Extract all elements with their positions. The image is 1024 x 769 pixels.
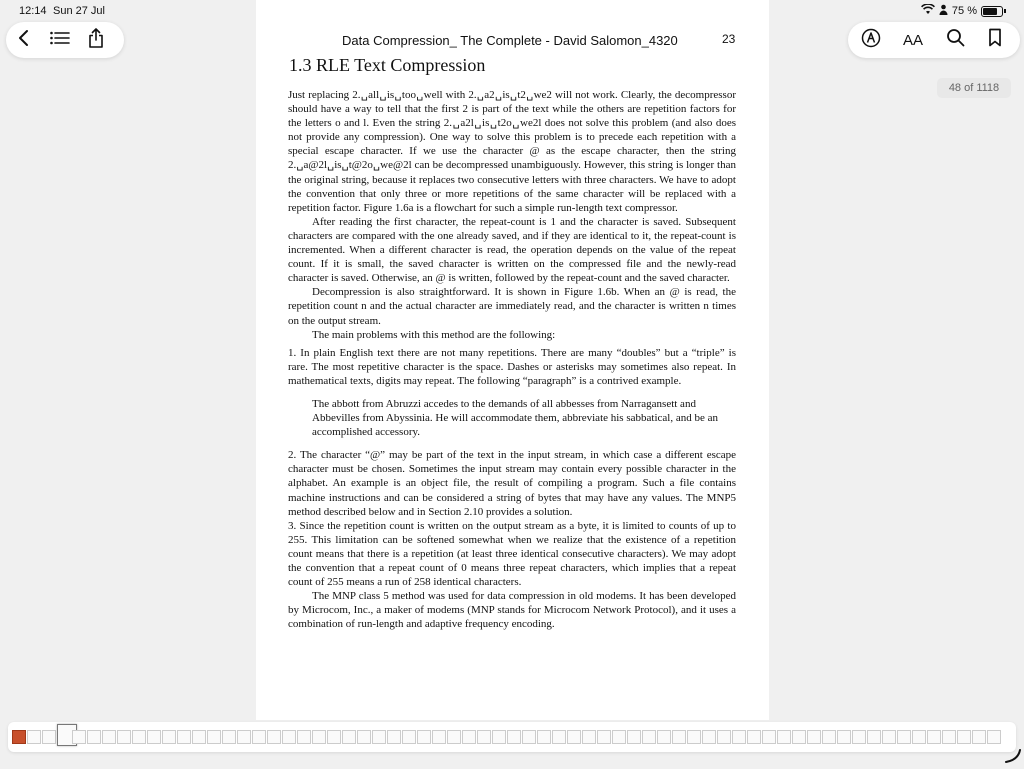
thumbnail[interactable] [147, 730, 161, 744]
search-button[interactable] [937, 22, 973, 58]
thumbnail[interactable] [87, 730, 101, 744]
thumbnail[interactable] [267, 730, 281, 744]
document-title: Data Compression_ The Complete - David Salomon_4320 [342, 33, 678, 48]
thumbnail[interactable] [417, 730, 431, 744]
status-time: 12:14 [19, 5, 47, 17]
thumbnail[interactable] [522, 730, 536, 744]
thumbnail[interactable] [162, 730, 176, 744]
thumbnail[interactable] [822, 730, 836, 744]
thumbnail[interactable] [282, 730, 296, 744]
thumbnail[interactable] [972, 730, 986, 744]
thumbnail[interactable] [72, 730, 86, 744]
page-indicator: 48 of 1118 [937, 78, 1011, 98]
thumbnail[interactable] [957, 730, 971, 744]
toolbar-right [848, 22, 1020, 58]
thumbnail[interactable] [927, 730, 941, 744]
thumbnail[interactable] [882, 730, 896, 744]
thumbnail[interactable] [897, 730, 911, 744]
thumbnail[interactable] [507, 730, 521, 744]
paragraph: After reading the first character, the repeat-count is 1 and the character is saved. Subsequent characters are compared with the one already saved, and if they are identical to it, the repeat-count is incremented. When a different character is read, the operation depends on the value of the repeat count. If it is small, the saved character is written on the compressed file and the newly-read character is saved. Otherwise, an @ is written, followed by the repeat-count and the saved character. [288, 215, 736, 285]
thumbnail[interactable] [747, 730, 761, 744]
thumbnail[interactable] [597, 730, 611, 744]
thumbnail[interactable] [627, 730, 641, 744]
text-size-button[interactable]: AA [902, 31, 923, 49]
thumbnail[interactable] [732, 730, 746, 744]
thumbnail[interactable] [387, 730, 401, 744]
bookmark-button[interactable] [977, 22, 1013, 58]
thumbnail[interactable] [102, 730, 116, 744]
thumbnail[interactable] [807, 730, 821, 744]
thumbnail[interactable] [477, 730, 491, 744]
page-number: 23 [722, 32, 736, 46]
thumbnail[interactable] [27, 730, 41, 744]
battery-icon [981, 6, 1003, 17]
thumbnail[interactable] [327, 730, 341, 744]
thumbnail[interactable] [987, 730, 1001, 744]
thumbnail[interactable] [717, 730, 731, 744]
share-icon [88, 28, 104, 53]
toolbar-left [6, 22, 124, 58]
paragraph: Just replacing 2.␣all␣is␣too␣well with 2.␣a2␣is␣t2␣we2 will not work. Clearly, the decompressor should have a way to tell that the first 2 is part of the text while the others are repetition factors for the letters o and l. Even the string 2.␣a2l␣is␣t2o␣we2l does not solve this problem (and also does not provide any compression). One way to solve this problem is to precede each repetition with a special escape character. If we use the character @ as the escape character, then the string 2.␣a@2l␣is␣t@2o␣we@2l can be decompressed unambiguously. However, this string is longer than the original string, because it replaces two consecutive letters with three characters. We have to adopt the convention that only three or more repetitions of the same character will be replaced with a repetition factor. Figure 1.6a is a flowchart for such a simple run-length text compressor. [288, 89, 736, 214]
thumbnail[interactable] [432, 730, 446, 744]
thumbnail[interactable] [42, 730, 56, 744]
thumbnail[interactable] [132, 730, 146, 744]
thumbnail[interactable] [702, 730, 716, 744]
document-body [288, 88, 736, 631]
thumbnail[interactable] [402, 730, 416, 744]
thumbnail[interactable] [942, 730, 956, 744]
thumbnail[interactable] [642, 730, 656, 744]
thumbnail[interactable] [192, 730, 206, 744]
person-icon [939, 4, 948, 18]
section-title: 1.3 RLE Text Compression [289, 55, 486, 75]
markup-button[interactable] [853, 22, 889, 58]
thumbnail[interactable] [762, 730, 776, 744]
thumbnail[interactable] [612, 730, 626, 744]
status-indicators [921, 4, 1006, 18]
thumbnail[interactable] [777, 730, 791, 744]
paragraph: The main problems with this method are the following: [312, 328, 556, 341]
paragraph: 3. Since the repetition count is written on the output stream as a byte, it is limited to counts of up to 255. This limitation can be softened somewhat when we realize that the existence of a repetition count means that there is a repetition (at least three identical consecutive characters). We may adopt the convention that a repeat count of 0 means three repeat characters, which implies that a repeat count of 255 means a run of 258 identical characters. [288, 519, 736, 589]
thumbnail[interactable] [177, 730, 191, 744]
pen-circle-icon [861, 28, 881, 53]
share-button[interactable] [78, 22, 114, 58]
thumbnail[interactable] [447, 730, 461, 744]
thumbnail[interactable] [207, 730, 221, 744]
thumbnail[interactable] [687, 730, 701, 744]
thumbnail[interactable] [117, 730, 131, 744]
bookmark-icon [988, 28, 1002, 52]
thumbnail[interactable] [567, 730, 581, 744]
paragraph: Decompression is also straightforward. It is shown in Figure 1.6b. When an @ is read, the repetition count n and the actual character are immediately read, and the character is written n times on the output stream. [288, 286, 736, 327]
thumbnail[interactable] [867, 730, 881, 744]
thumbnail[interactable] [462, 730, 476, 744]
contents-button[interactable] [42, 22, 78, 58]
list-icon [50, 31, 70, 50]
paragraph: 1. In plain English text there are not many repetitions. There are many “doubles” but a “triple” is rare. The most repetitive character is the space. Dashes or asterisks may sometimes also repeat. In mathematical texts, digits may repeat. The following “paragraph” is a contrived example. [288, 346, 736, 387]
page-thumbnails[interactable] [12, 730, 1008, 744]
thumbnail[interactable] [357, 730, 371, 744]
chevron-left-icon [18, 29, 30, 52]
thumbnail[interactable] [297, 730, 311, 744]
thumbnail[interactable] [492, 730, 506, 744]
battery-percentage: 75 % [951, 5, 977, 17]
paragraph: 2. The character “@” may be part of the text in the input stream, in which case a different escape character must be chosen. Sometimes the input stream may contain every possible character in the alphabet. An example is an object file, the result of compiling a program. Such a file contains machine instructions and can be considered a string of bytes that may have any values. The MNP5 method described below and in Section 2.10 provides a solution. [288, 449, 736, 518]
back-button[interactable] [6, 22, 42, 58]
thumbnail[interactable] [792, 730, 806, 744]
thumbnail[interactable] [657, 730, 671, 744]
status-date: Sun 27 Jul [53, 5, 105, 17]
thumbnail[interactable] [372, 730, 386, 744]
thumbnail[interactable] [237, 730, 251, 744]
thumbnail[interactable] [252, 730, 266, 744]
thumbnail[interactable] [342, 730, 356, 744]
thumbnail[interactable] [12, 730, 26, 744]
thumbnail[interactable] [552, 730, 566, 744]
search-icon [946, 28, 965, 52]
thumbnail[interactable] [312, 730, 326, 744]
thumbnail[interactable] [222, 730, 236, 744]
thumbnail[interactable] [912, 730, 926, 744]
thumbnail[interactable] [582, 730, 596, 744]
block-quote: The abbott from Abruzzi accedes to the demands of all abbesses from Narragansett and Abbevilles from Abyssinia. He will accommodate them, abbreviate his sabbatical, and be an accomplished accessory. [312, 397, 718, 439]
thumbnail[interactable] [672, 730, 686, 744]
wifi-icon [921, 4, 935, 18]
battery-tip [1004, 9, 1006, 13]
thumbnail[interactable] [852, 730, 866, 744]
paragraph: The MNP class 5 method was used for data compression in old modems. It has been developed by Microcom, Inc., a maker of modems (MNP stands for Microcom Network Protocol), and it uses a combination of run-length and adaptive frequency encoding. [288, 590, 736, 631]
thumbnail[interactable] [537, 730, 551, 744]
resize-handle-icon [1002, 748, 1022, 764]
thumbnail[interactable] [837, 730, 851, 744]
